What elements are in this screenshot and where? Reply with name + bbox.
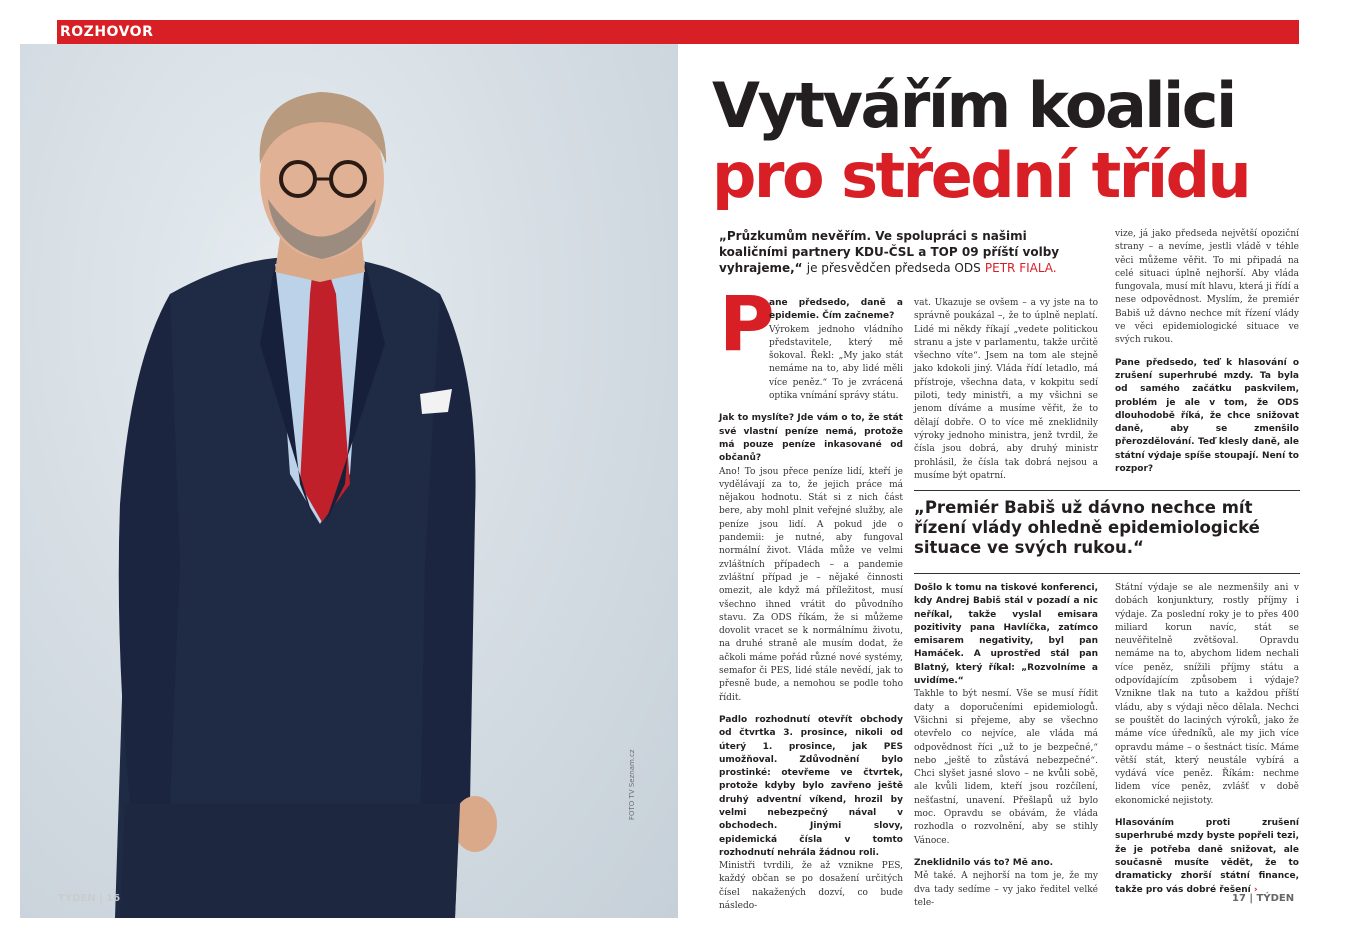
article-column-1 (719, 297, 903, 913)
answer-paragraph: Ano! To jsou přece peníze lidí, kteří je vydělávají za to, že jejich práce má nějakou hodnotu. Stát si z nich část bere, aby mohl plnit veřejné služby, ale peníze jsou lidí. A pokud jde o pandemii: je nutné, aby fungoval normální život. Vláda může ve velmi zvláštních případech – a pandemie zvláštní případ je – nějaké činnosti omezit, ale když má příležitost, musí všechno ihned vrátit do původního stavu. Za ODS říkám, že si můžeme dovolit vracet se k normálnímu životu, na druhé straně ale musím dodat, že ačkoli máme pořád různé nové systémy, semafor či PES, lidé stále nevědí, jak to přesně bude, a nemohou se podle toho řídit. (719, 466, 903, 703)
question (1115, 817, 1299, 897)
answer-paragraph: Takhle to být nesmí. Vše se musí řídit daty a doporučeními epidemiologů. Všichni si přejeme, aby se všechno otevřelo co nejvíce, ale vláda má odpovědnost říci „už to je bezpečné,“ nebo „ještě to zůstává nebezpečné“. Chci slyšet jasné slovo – ne kvůli sobě, ale kvůli lidem, kteří jsou rozčílení, nešťastní, unavení. Přešlapů už bylo moc. Opravdu se obávám, že vláda rozhodla o rozvolnění, aby se stihly Vánoce. (914, 689, 1098, 846)
article-column-3-top (1115, 228, 1299, 476)
portrait-photo (20, 44, 678, 918)
question: Jak to myslíte? Jde vám o to, že stát své vlastní peníze nemá, protože má pouze peníze inkasované od občanů? (719, 413, 903, 464)
photo-credit: FOTO TV Seznam.cz (628, 749, 636, 820)
question: Pane předsedo, teď k hlasování o zrušení superhrubé mzdy. Ta byla od samého začátku paskvilem, problém je ale v tom, že ODS dlouhodobě říká, že chce snižovat daně, aby se zmenšilo přerozdělování. Teď klesly daně, ale státní výdaje spíše stoupají. Není to rozpor? (1115, 357, 1299, 475)
lead-quote: „Průzkumům nevěřím. Ve spolupráci s našimi koaličními partnery KDU-ČSL a TOP 09 příští volby vyhrajeme,“ (719, 229, 1060, 275)
question: Padlo rozhodnutí otevřít obchody od čtvrtka 3. prosince, nikoli od úterý 1. prosince, jak PES umožňoval. Zdůvodnění bylo prostinké: otevřeme ve čtvrtek, protože kdyby bylo zavřeno ještě druhý adventní víkend, hrozil by velmi nebezpečný nával v obchodech. Jinými slovy, epidemická čísla v tomto rozhodnutí nehrála žádnou roli. (719, 714, 903, 858)
page-folio-right: 17 | TÝDEN (1232, 893, 1295, 904)
question: Zneklidnilo vás to? Mě ano. (914, 857, 1054, 868)
pull-quote: „Premiér Babiš už dávno nechce mít řízení vlády ohledně epidemiologické situace ve svých rukou.“ (914, 498, 1260, 557)
article-column-3-bottom (1115, 582, 1299, 897)
pullquote-rule-top (914, 490, 1300, 491)
article-column-2-top (914, 297, 1098, 483)
page-folio-left: TÝDEN | 16 (58, 893, 121, 904)
lead-attribution: je přesvědčen předseda ODS (806, 261, 981, 275)
header-band (57, 20, 1299, 44)
answer-paragraph: vize, já jako předseda největší opoziční strany – a nevíme, jestli vládě v téhle věci můžeme věřit. To mi připadá na celé situaci úplně nejhorší. Aby vláda fungovala, musí mít hlavu, která ji řídí a nese odpovědnost. Myslím, že premiér Babiš už dávno nechce mít řízení vlády ve věci epidemiologické situace ve svých rukou. (1115, 229, 1299, 346)
headline-line-1: Vytvářím koalici (712, 69, 1235, 142)
question-text: Hlasováním proti zrušení superhrubé mzdy byste popřeli tezi, že je potřeba daně snižovat, ale současně musíte vědět, že to dramaticky zhorší státní finance, takže pro vás dobré řešení (1115, 818, 1300, 895)
answer-paragraph: Mě také. A nejhorší na tom je, že my dva tady sedíme – vy jako ředitel velké tele- (914, 871, 1098, 908)
article-column-2-bottom (914, 582, 1098, 910)
interviewee-name: PETR FIALA. (984, 261, 1057, 275)
answer-paragraph: Státní výdaje se ale nezmenšily ani v dobách konjunktury, rostly příjmy i výdaje. Za poslední roky je to přes 400 miliard korun navíc, stát se neuvěřitelně zvětšoval. Opravdu nemáme na to, abychom lidem nechali více peněz, snížili příjmy státu a odpovídajícím způsobem i výdaje? Vznikne tlak na tuto a každou příští vládu, aby s výdaji něco dělala. Nechci se pouštět do laciných výroků, jako že máme více úředníků, ale my jich více opravdu máme – o šestnáct tisíc. Máme větší stát, který neustále vybírá a vydává více peněz. Říkám: nechme lidem více peněz, zvlášť v době ekonomické nejistoty. (1115, 583, 1299, 806)
answer-paragraph: vat. Ukazuje se ovšem – a vy jste na to správně poukázal –, že to úplně neplatí. Lidé mi někdy říkají „vedete politickou stranu a jste v parlamentu, takže určitě všechno víte“. Jsem na tom ale stejně jako kdokoli jiný. Vláda řídí letadlo, má přístroje, všechna data, v kokpitu sedí piloti, tedy ministři, a my všichni se jenom díváme a musíme věřit, že to dělají dobře. O to více mě zneklidnily výroky jednoho ministra, jenž tvrdil, že čísla jsou dobrá, aby druhý ministr prohlásil, že čísla tak dobrá nejsou a musíme být opatrní. (914, 298, 1098, 481)
question: ane předsedo, daně a epidemie. Čím začneme? (769, 298, 903, 322)
pullquote-rule-bottom (914, 573, 1300, 574)
continue-arrow-icon: › (1253, 884, 1258, 895)
lead-paragraph (719, 228, 1094, 276)
section-label: ROZHOVOR (60, 24, 154, 40)
question: Došlo k tomu na tiskové konferenci, kdy Andrej Babiš stál v pozadí a nic neříkal, takže vyslal emisara pozitivity pana Havlíčka, zatímco emisarem negativity, byl pan Hamáček. A uprostřed stál pan Blatný, který říkal: „Rozvolníme a uvidíme.“ (914, 583, 1098, 687)
portrait-illustration (20, 44, 678, 918)
answer-paragraph: Ministři tvrdili, že až vznikne PES, každý občan se po dosažení určitých čísel nakažených dozví, co bude následo- (719, 861, 903, 912)
headline-line-2: pro střední třídu (712, 139, 1250, 212)
drop-cap: P (719, 279, 775, 368)
answer-paragraph: Výrokem jednoho vládního představitele, který mě šokoval. Řekl: „My jako stát nemáme na to, aby lidé měli více peněz.“ To je zvrácená optika vnímání správy státu. (769, 324, 903, 402)
